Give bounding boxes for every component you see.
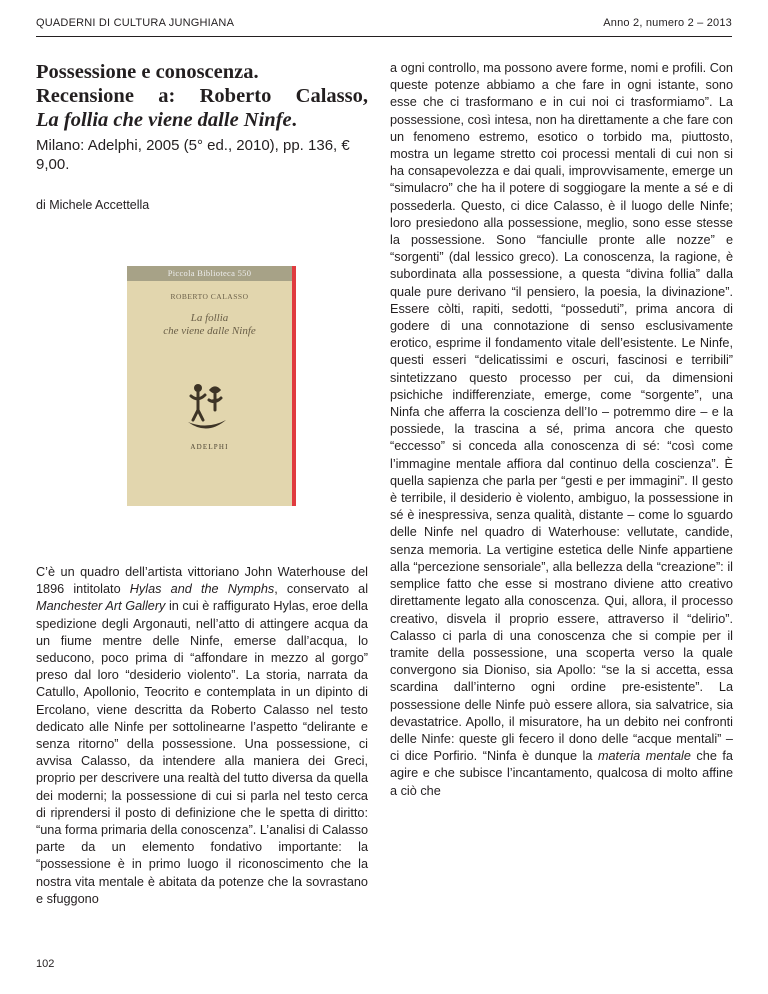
text-run: a ogni controllo, ma possono avere forme, nomi e profili. Con queste potenze abbiamo a che fare in ogni istante, sono esse che ci trasformano e in cui noi ci trasformiamo”. La possessione, così intesa, non ha direttamente a che fare con un fenomeno estremo, esotico o torbido ma, piuttosto, mostra un legame stretto coi processi mentali di cui non si ha consapevolezza e dai quali, improvvisamente, emerge un “simulacro” che ha il potere di soggiogare la mente a sé e di possederla. Questo, ci dice Calasso, è il luogo delle Ninfe; loro presiedono alla possessione, meglio, sono esse stesse la possessione. Sono “fanciulle pronte alle nozze” e “sorgenti” (dal lessico greco). La conoscenza, la ragione, è subordinata alla possessione, a questa “divina follia” dalla quale pure derivano “il pensiero, la poesia, la divinazione”. Essere còlti, rapiti, sedotti, “posseduti”, prima ancora di godere di una connotazione di senso esclusivamente erotico, esprime il fondamento vitale dell’esistente. Le Ninfe, questi esseri “delicatissimi e oscuri, fascinosi e terribili” sintetizzano questo processo per cui, da dimensioni psichiche indifferenziate, emerge, come “sorgente”, una Ninfa che afferra la coscienza dell’Io – potremmo dire – e la possiede, la trascina a sé, prima ancora che questo “eccesso” si conceda alla conoscenza di sé: “così come l’immagine mentale affiora dal continuo della coscienza”. È quella sapienza che parla per “gesti e per immagini”. Il gesto è terribile, il desiderio è violento, ambiguo, la possessione in sé è inespressiva, senza qualità, distante – come lo sguardo delle Ninfe nel quadro di Waterhouse: vellutate, candide, senza memoria. La vertigine estetica delle Ninfe appartiene alla “percezione sensoriale”, alla bellezza della “creazione”: il semplice fatto che esse si mostrano diviene atto creativo direttamente legato alla conoscenza. Qui, allora, il processo creativo, disvela il proprio essere, attraverso il “delirio”. Calasso ci parla di una conoscenza che si compie per il tramite della possessione, una scoperta verso la quale convergono sia Dioniso, sia Apollo: “se la si accetta, essa scardina dall’interno ogni ordine pre-esistente”. La possessione delle Ninfe può essere allora, sia salvatrice, sia devastatrice. Apollo, il misuratore, ha un debito nei confronti delle Ninfe: queste gli fecero il dono delle “acque mentali” – ci dice Porfirio. “Ninfa è dunque la xyxy=(390,61,733,764)
adelphi-logo-icon xyxy=(185,380,229,436)
header-rule xyxy=(36,36,732,37)
cover-title-line-2: che viene dalle Ninfe xyxy=(163,325,256,337)
right-column-text xyxy=(390,60,733,800)
title-period: . xyxy=(291,109,297,131)
book-title: La follia che viene dalle Ninfe xyxy=(36,109,292,131)
publication-info: Milano: Adelphi, 2005 (5° ed., 2010), pp. 136, € 9,00. xyxy=(36,137,350,173)
title-line-1: Possessione e conoscenza. xyxy=(36,61,259,83)
italic-term: materia mentale xyxy=(597,749,691,764)
cover-publisher: ADELPHI xyxy=(190,443,229,451)
cover-title xyxy=(127,312,292,338)
gallery-name: Manchester Art Gallery xyxy=(36,599,166,614)
cover-title-line-1: La follia xyxy=(190,312,229,324)
title-line-2: Recensione a: Roberto Calasso, xyxy=(36,85,368,107)
left-column-header xyxy=(36,60,368,212)
issue-label: Anno 2, numero 2 – 2013 xyxy=(603,17,732,29)
book-cover-image xyxy=(127,266,296,506)
left-column-text xyxy=(36,564,368,908)
text-run: in cui è raffigurato Hylas, eroe della spedizione degli Argonauti, nell’atto di attingere acqua da un fiume mentre delle Ninfe, emerse dall’acqua, lo seducono, poco prima di “affondare in mezzo al gorgo” preso dal loro “desiderio violento”. La storia, narrata da Catullo, Apollonio, Teocrito e contemplata in un dipinto di Ercolano, viene descritta da Roberto Calasso nel testo dedicato alle Ninfe per sottolinearne l’aspetto “delirante e senza ritorno” della possessione. Una possessione, ci avvisa Calasso, da intendere alla maniera dei Greci, proprio per descrivere una realtà del tutto diversa da quella dei moderni; la possessione di cui si parla nel testo cerca di riprendersi il posto di definizione che le spetta di diritto: “una forma primaria della conoscenza”. L’analisi di Calasso parte da un elemento fondativo importante: la “possessione è in primo luogo il riconoscimento che la nostra vita mentale è abitata da potenze che la sovrastano e sfuggono xyxy=(36,599,368,906)
text-run: C’è un quadro dell’artista vittoriano John Waterhouse del 1896 intitolato xyxy=(36,565,368,597)
cover-series: Piccola Biblioteca 550 xyxy=(127,266,292,281)
title-line-3 xyxy=(36,108,368,132)
text-run: che fa agire e che subisce l’incantamento, qualcosa di molto affine a ciò che xyxy=(390,749,733,798)
article-title xyxy=(36,60,368,132)
journal-name: QUADERNI DI CULTURA JUNGHIANA xyxy=(36,17,235,29)
text-run: , conservato al xyxy=(274,582,369,597)
cover-author: ROBERTO CALASSO xyxy=(170,292,249,301)
painting-title: Hylas and the Nymphs xyxy=(129,582,275,597)
page-number: 102 xyxy=(36,958,55,970)
right-column xyxy=(390,60,733,800)
byline: di Michele Accettella xyxy=(36,198,150,212)
